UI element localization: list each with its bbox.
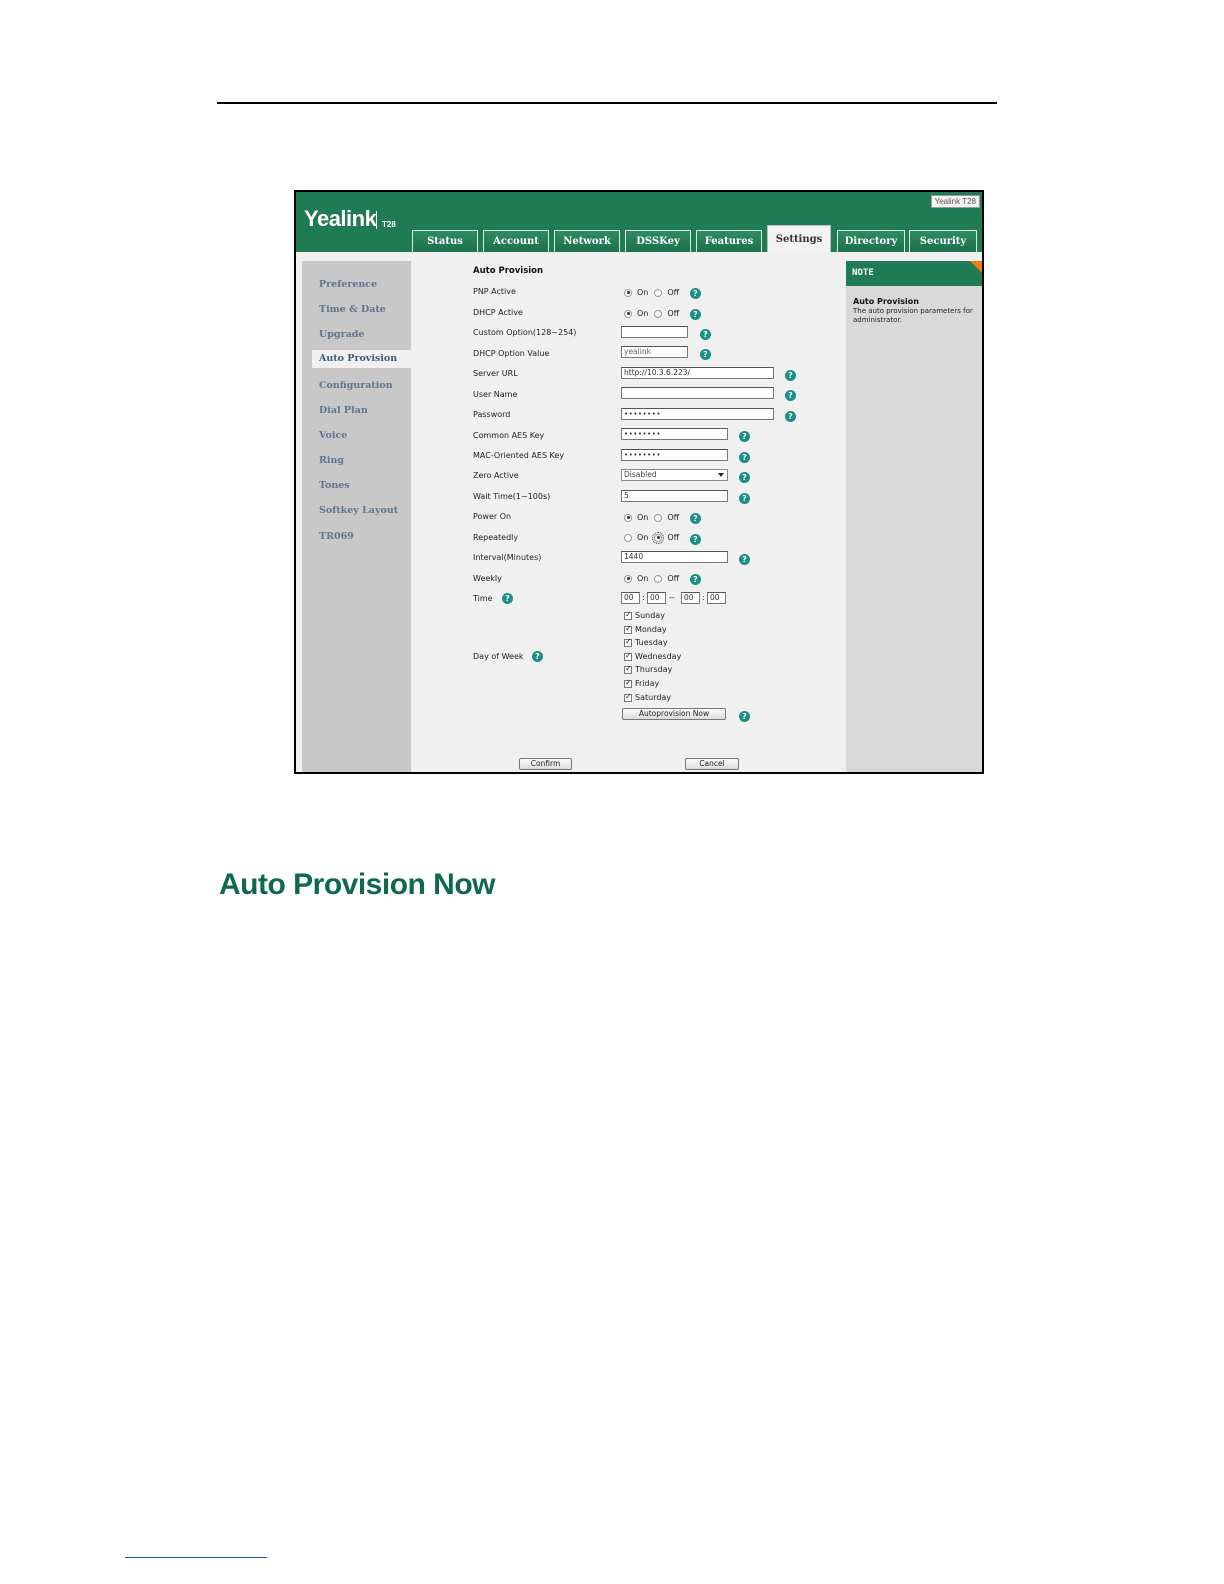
weekly-label: Weekly <box>473 574 502 583</box>
server-url-label: Server URL <box>473 369 518 378</box>
note-panel <box>846 261 982 774</box>
sidebar-item-auto-provision[interactable]: Auto Provision <box>312 350 421 368</box>
tab-network[interactable]: Network <box>554 230 620 252</box>
custom-option-label: Custom Option(128~254) <box>473 328 577 337</box>
zero-active-help-icon[interactable]: ? <box>739 472 750 483</box>
dhcp-option-value-label: DHCP Option Value <box>473 349 550 358</box>
radio-on-label: On <box>637 574 649 583</box>
power-on-off-radio[interactable] <box>654 514 662 522</box>
sidebar-item-tones[interactable]: Tones <box>319 480 350 491</box>
autoprovision-now-help-icon[interactable]: ? <box>739 711 750 722</box>
autoprovision-now-button[interactable]: Autoprovision Now <box>622 708 726 720</box>
note-corner-icon <box>970 261 982 273</box>
power-on-radio-group <box>624 513 685 522</box>
sidebar-item-preference[interactable]: Preference <box>319 279 378 290</box>
sidebar-item-time-date[interactable]: Time & Date <box>319 304 386 315</box>
confirm-button[interactable]: Confirm <box>519 758 572 770</box>
tab-status[interactable]: Status <box>412 230 478 252</box>
checkbox-saturday[interactable] <box>624 693 671 702</box>
time-help-icon[interactable]: ? <box>502 593 513 604</box>
note-title: Auto Provision <box>853 297 919 306</box>
time-range-separator: -- <box>669 593 675 602</box>
dhcp-active-off-radio[interactable] <box>654 310 662 318</box>
radio-off-label: Off <box>667 533 680 542</box>
weekly-off-radio[interactable] <box>654 575 662 583</box>
tab-account[interactable]: Account <box>483 230 549 252</box>
day-label: Saturday <box>635 693 672 702</box>
weekly-on-radio[interactable] <box>624 575 632 583</box>
tab-dsskey[interactable]: DSSKey <box>625 230 691 252</box>
checkbox-icon[interactable] <box>624 666 632 674</box>
repeatedly-off-radio[interactable] <box>654 534 662 542</box>
sidebar-item-ring[interactable]: Ring <box>319 455 345 466</box>
yealink-web-ui-screenshot <box>294 190 984 774</box>
mac-oriented-aes-key-input[interactable]: •••••••• <box>621 449 728 461</box>
day-label: Tuesday <box>635 638 668 647</box>
wait-time-label: Wait Time(1~100s) <box>473 492 551 501</box>
tab-features[interactable]: Features <box>696 230 762 252</box>
user-name-input[interactable] <box>621 387 774 399</box>
sidebar-item-voice[interactable]: Voice <box>319 430 348 441</box>
radio-on-label: On <box>637 513 649 522</box>
custom-option-help-icon[interactable]: ? <box>700 329 711 340</box>
radio-on-label: On <box>637 309 649 318</box>
radio-off-label: Off <box>667 309 680 318</box>
page-header-rule <box>217 102 997 104</box>
weekly-radio-group <box>624 574 685 583</box>
pnp-active-radio-group <box>624 288 685 297</box>
model-badge: Yealink T28 <box>931 195 980 208</box>
time-colon: : <box>702 593 705 602</box>
custom-option-input[interactable] <box>621 326 688 338</box>
main-tabs <box>412 228 982 252</box>
repeatedly-help-icon[interactable]: ? <box>690 534 701 545</box>
dhcp-active-radio-group <box>624 309 685 318</box>
checkbox-friday[interactable] <box>624 679 659 688</box>
password-label: Password <box>473 410 511 419</box>
server-url-help-icon[interactable]: ? <box>785 370 796 381</box>
time-label: Time <box>473 594 493 603</box>
note-text: The auto provision parameters for administrator. <box>853 307 973 324</box>
checkbox-sunday[interactable] <box>624 611 665 620</box>
sidebar-item-softkey-layout[interactable]: Softkey Layout <box>319 505 399 516</box>
section-title: Auto Provision <box>473 266 544 276</box>
time-start-hour-input[interactable]: 00 <box>621 592 640 604</box>
mac-oriented-aes-key-help-icon[interactable]: ? <box>739 452 750 463</box>
common-aes-key-input[interactable]: •••••••• <box>621 428 728 440</box>
interval-label: Interval(Minutes) <box>473 553 542 562</box>
dhcp-active-on-radio[interactable] <box>624 310 632 318</box>
checkbox-wednesday[interactable] <box>624 652 681 661</box>
checkbox-icon[interactable] <box>624 626 632 634</box>
sidebar-item-tr069[interactable]: TR069 <box>319 531 354 542</box>
password-help-icon[interactable]: ? <box>785 411 796 422</box>
day-label: Sunday <box>635 611 665 620</box>
checkbox-icon[interactable] <box>624 612 632 620</box>
time-start-minute-input[interactable]: 00 <box>647 592 666 604</box>
time-colon: : <box>642 593 645 602</box>
pnp-active-off-radio[interactable] <box>654 289 662 297</box>
zero-active-select[interactable] <box>621 469 728 481</box>
dhcp-option-value-help-icon[interactable]: ? <box>700 349 711 360</box>
time-end-minute-input[interactable]: 00 <box>707 592 726 604</box>
checkbox-icon[interactable] <box>624 653 632 661</box>
footer-link-rule[interactable] <box>125 1557 267 1558</box>
pnp-active-on-radio[interactable] <box>624 289 632 297</box>
server-url-input[interactable]: http://10.3.6.223/ <box>621 367 774 379</box>
content-area <box>296 252 982 774</box>
day-of-week-label: Day of Week <box>473 652 524 661</box>
checkbox-thursday[interactable] <box>624 665 672 674</box>
checkbox-icon[interactable] <box>624 639 632 647</box>
sidebar-item-configuration[interactable]: Configuration <box>319 380 393 391</box>
repeatedly-label: Repeatedly <box>473 533 519 542</box>
wait-time-help-icon[interactable]: ? <box>739 493 750 504</box>
zero-active-label: Zero Active <box>473 471 519 480</box>
chevron-down-icon <box>718 473 724 477</box>
checkbox-icon[interactable] <box>624 680 632 688</box>
pnp-active-label: PNP Active <box>473 287 516 296</box>
repeatedly-radio-group <box>624 533 685 542</box>
checkbox-monday[interactable] <box>624 625 667 634</box>
repeatedly-on-radio[interactable] <box>624 534 632 542</box>
pnp-active-help-icon[interactable]: ? <box>690 288 701 299</box>
user-name-label: User Name <box>473 390 518 399</box>
logo-separator <box>376 211 377 229</box>
logo-model-label: T28 <box>382 220 396 229</box>
dhcp-option-value-input[interactable]: yealink <box>621 346 688 358</box>
tab-directory[interactable]: Directory <box>837 230 905 252</box>
time-end-hour-input[interactable]: 00 <box>681 592 700 604</box>
tab-settings[interactable]: Settings <box>767 225 831 252</box>
password-input[interactable]: •••••••• <box>621 408 774 420</box>
note-header: NOTE <box>846 261 982 286</box>
day-label: Friday <box>635 679 660 688</box>
weekly-help-icon[interactable]: ? <box>690 574 701 585</box>
radio-on-label: On <box>637 533 649 542</box>
sidebar-item-upgrade[interactable]: Upgrade <box>319 329 365 340</box>
common-aes-key-label: Common AES Key <box>473 431 545 440</box>
auto-provision-form <box>416 252 844 774</box>
web-ui-header <box>296 192 982 252</box>
day-label: Monday <box>635 625 667 634</box>
yealink-logo: Yealink <box>304 206 377 231</box>
wait-time-input[interactable]: 5 <box>621 490 728 502</box>
day-of-week-help-icon[interactable]: ? <box>532 651 543 662</box>
common-aes-key-help-icon[interactable]: ? <box>739 431 750 442</box>
dhcp-active-label: DHCP Active <box>473 308 523 317</box>
sidebar-item-dial-plan[interactable]: Dial Plan <box>319 405 368 416</box>
zero-active-selected-value: Disabled <box>624 470 657 479</box>
power-on-help-icon[interactable]: ? <box>690 513 701 524</box>
radio-off-label: Off <box>667 288 680 297</box>
section-heading: Auto Provision Now <box>219 868 495 901</box>
mac-oriented-aes-key-label: MAC-Oriented AES Key <box>473 451 565 460</box>
power-on-on-radio[interactable] <box>624 514 632 522</box>
radio-on-label: On <box>637 288 649 297</box>
cancel-button[interactable]: Cancel <box>685 758 739 770</box>
checkbox-tuesday[interactable] <box>624 638 668 647</box>
interval-help-icon[interactable]: ? <box>739 554 750 565</box>
radio-off-label: Off <box>667 513 680 522</box>
radio-off-label: Off <box>667 574 680 583</box>
tab-security[interactable]: Security <box>909 230 977 252</box>
settings-sidebar <box>302 261 411 774</box>
interval-input[interactable]: 1440 <box>621 551 728 563</box>
day-label: Thursday <box>635 665 673 674</box>
checkbox-icon[interactable] <box>624 694 632 702</box>
user-name-help-icon[interactable]: ? <box>785 390 796 401</box>
day-label: Wednesday <box>635 652 682 661</box>
dhcp-active-help-icon[interactable]: ? <box>690 309 701 320</box>
power-on-label: Power On <box>473 512 512 521</box>
